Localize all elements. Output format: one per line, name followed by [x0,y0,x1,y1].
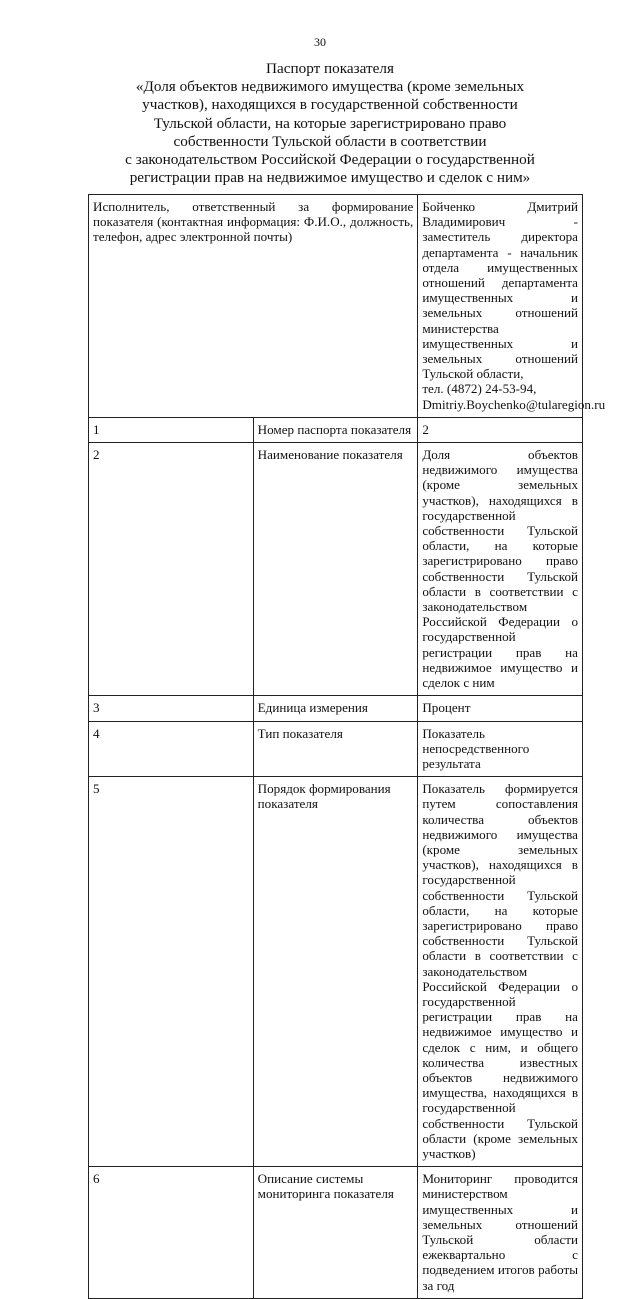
table-row [89,696,583,721]
executor-label: Исполнитель, ответственный за формирование показателя (контактная информация: Ф.И.О., должность, телефон, адрес электронной почты) [89,195,418,418]
row-number: 5 [89,777,254,1167]
table-row [89,721,583,777]
row-label: Номер паспорта показателя [253,417,418,442]
row-number: 3 [89,696,254,721]
row-value: Мониторинг проводится министерством имущественных и земельных отношений Тульской области ежеквартально с подведением итогов работы за год [418,1167,583,1299]
row-number: 4 [89,721,254,777]
row-number: 2 [89,443,254,696]
title-line: собственности Тульской области в соответствии [173,132,487,150]
row-label: Наименование показателя [253,443,418,696]
row-number: 6 [89,1167,254,1299]
title-line: регистрации прав на недвижимое имущество и сделок с ним» [129,169,531,187]
row-label: Порядок формирования показателя [253,777,418,1167]
document-title [100,60,560,187]
executor-name-position: Бойченко Дмитрий Владимирович - заместитель директора департамента - начальник отдела имущественных отношений департамента имущественных и земельных отношений министерства имущественных и земельных отношений Тульской области, [422,199,578,382]
executor-email: Dmitriy.Boychenko@tularegion.ru [422,396,606,412]
row-label: Описание системы мониторинга показателя [253,1167,418,1299]
row-value: Процент [418,696,583,721]
title-line: участков), находящихся в государственной собственности [142,96,518,114]
table-row [89,1167,583,1299]
row-label: Тип показателя [253,721,418,777]
table-row [89,443,583,696]
title-line: Тульской области, на которые зарегистрировано право [153,114,507,132]
row-value: 2 [418,417,583,442]
title-line: «Доля объектов недвижимого имущества (кроме земельных [135,78,525,96]
row-value: Доля объектов недвижимого имущества (кроме земельных участков), находящихся в государственной собственности Тульской области, на которые зарегистрировано право собственности Тульской области в соответствии с законодательством Российской Федерации о государственной регистрации прав на недвижимое имущество и сделок с ним [418,443,583,696]
title-line: с законодательством Российской Федерации о государственной [125,151,535,169]
executor-phone: тел. (4872) 24-53-94, [422,381,537,397]
passport-table [88,194,606,1299]
executor-row [89,195,583,418]
executor-value [418,195,606,418]
row-number: 1 [89,417,254,442]
page-number: 30 [314,35,326,49]
title-heading: Паспорт показателя [266,60,394,77]
row-label: Единица измерения [253,696,418,721]
row-value: Показатель формируется путем сопоставления количества объектов недвижимого имущества (кроме земельных участков), находящихся в государственной собственности Тульской области, на которые зарегистрировано право собственности Тульской области в соответствии с законодательством Российской Федерации о государственной регистрации прав на недвижимое имущество и сделок с ним, и общего количества известных объектов недвижимого имущества, находящихся в государственной собственности Тульской области (кроме земельных участков) [418,777,583,1167]
row-value: Показатель непосредственного результата [418,721,583,777]
table-row [89,417,583,442]
table-row [89,777,583,1167]
